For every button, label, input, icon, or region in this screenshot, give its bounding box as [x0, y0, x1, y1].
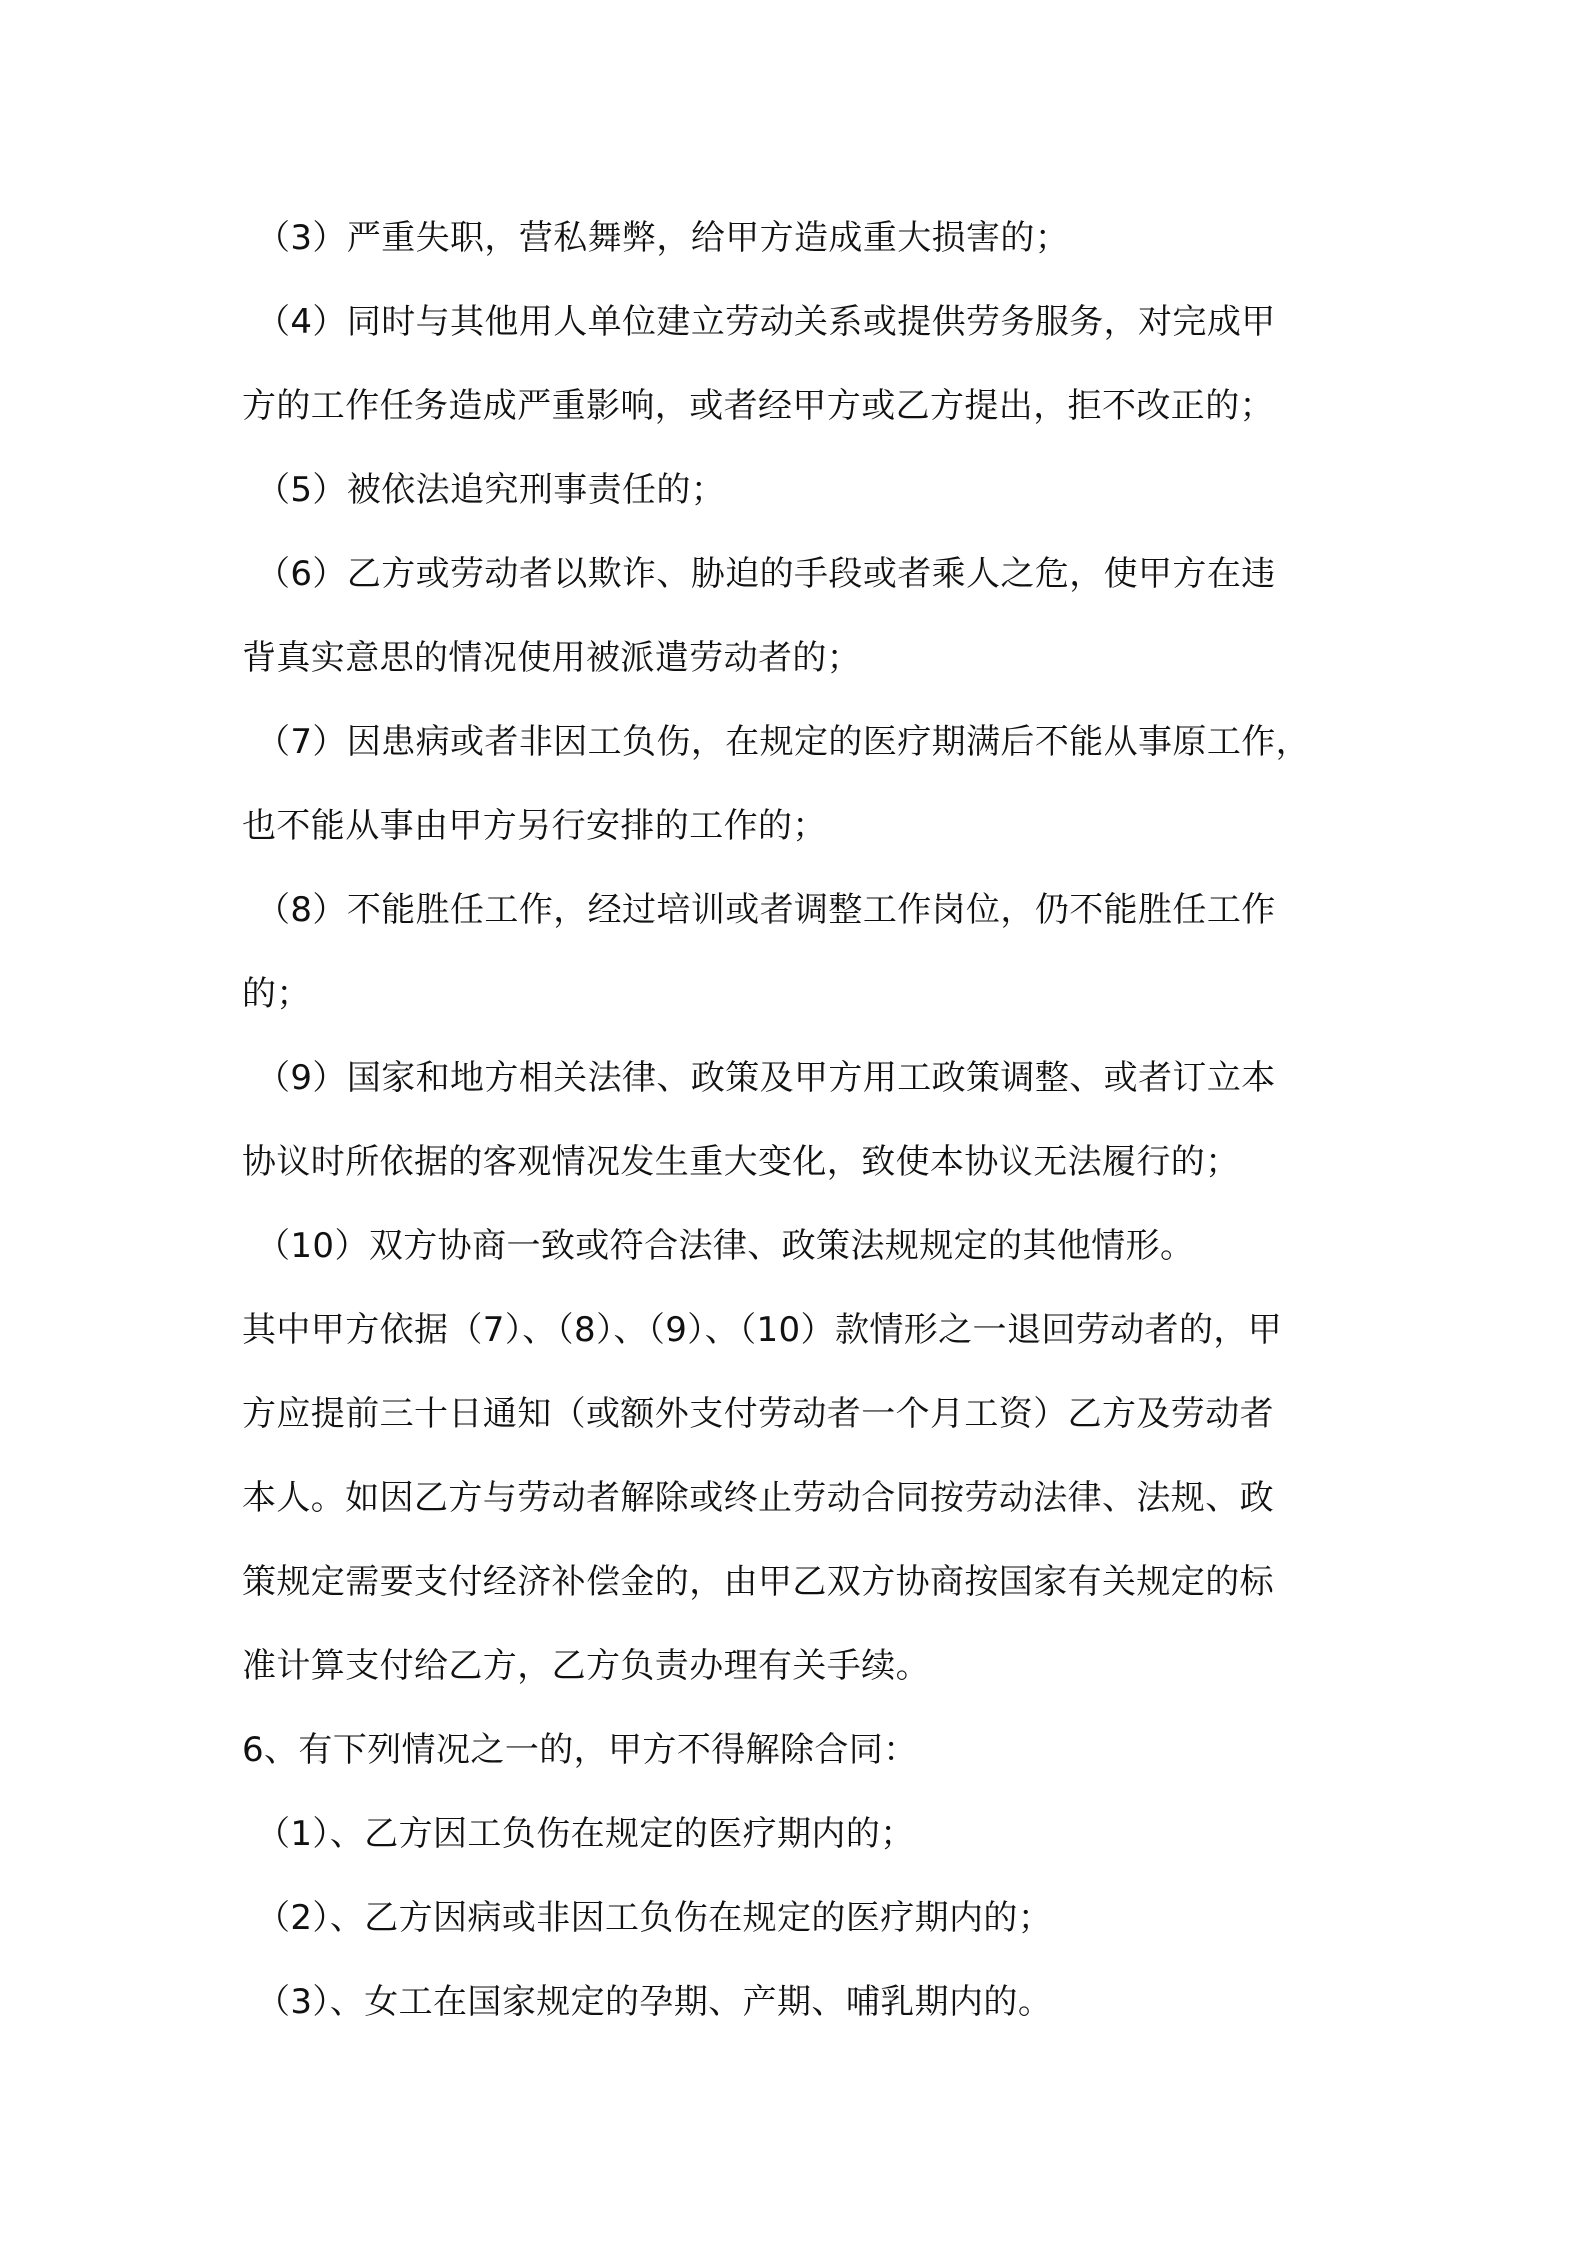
clause-3-line: （3）严重失职，营私舞弊，给甲方造成重大损害的； [256, 218, 1070, 258]
clause-4-line-1: （4）同时与其他用人单位建立劳动关系或提供劳务服务，对完成甲 [256, 302, 1276, 342]
notice-paragraph-line-4: 策规定需要支付经济补偿金的，由甲乙双方协商按国家有关规定的标 [242, 1562, 1274, 1602]
clause-9-line-2: 协议时所依据的客观情况发生重大变化，致使本协议无法履行的； [242, 1142, 1240, 1182]
clause-10-line: （10）双方协商一致或符合法律、政策法规规定的其他情形。 [256, 1226, 1195, 1266]
section-6-item-1: （1）、乙方因工负伤在规定的医疗期内的； [256, 1814, 915, 1854]
clause-7-line-1: （7）因患病或者非因工负伤，在规定的医疗期满后不能从事原工作， [256, 722, 1311, 762]
document-body [242, 196, 1352, 2044]
notice-paragraph-line-5: 准计算支付给乙方，乙方负责办理有关手续。 [242, 1646, 930, 1686]
section-6-item-2: （2）、乙方因病或非因工负伤在规定的医疗期内的； [256, 1898, 1053, 1938]
notice-paragraph-line-3: 本人。如因乙方与劳动者解除或终止劳动合同按劳动法律、法规、政 [242, 1478, 1274, 1518]
clause-4-line-2: 方的工作任务造成严重影响，或者经甲方或乙方提出，拒不改正的； [242, 386, 1274, 426]
clause-9-line-1: （9）国家和地方相关法律、政策及甲方用工政策调整、或者订立本 [256, 1058, 1276, 1098]
clause-6-line-2: 背真实意思的情况使用被派遣劳动者的； [242, 638, 862, 678]
clause-8-line-2: 的； [242, 974, 311, 1014]
clause-6-line-1: （6）乙方或劳动者以欺诈、胁迫的手段或者乘人之危，使甲方在违 [256, 554, 1276, 594]
section-6-heading: 6、有下列情况之一的，甲方不得解除合同： [242, 1730, 918, 1770]
section-6-item-3: （3）、女工在国家规定的孕期、产期、哺乳期内的。 [256, 1982, 1053, 2022]
notice-paragraph-line-1: 其中甲方依据（7）、（8）、（9）、（10）款情形之一退回劳动者的，甲 [242, 1310, 1283, 1350]
clause-5-line: （5）被依法追究刑事责任的； [256, 470, 726, 510]
notice-paragraph-line-2: 方应提前三十日通知（或额外支付劳动者一个月工资）乙方及劳动者 [242, 1394, 1274, 1434]
clause-8-line-1: （8）不能胜任工作，经过培训或者调整工作岗位，仍不能胜任工作 [256, 890, 1276, 930]
clause-7-line-2: 也不能从事由甲方另行安排的工作的； [242, 806, 827, 846]
